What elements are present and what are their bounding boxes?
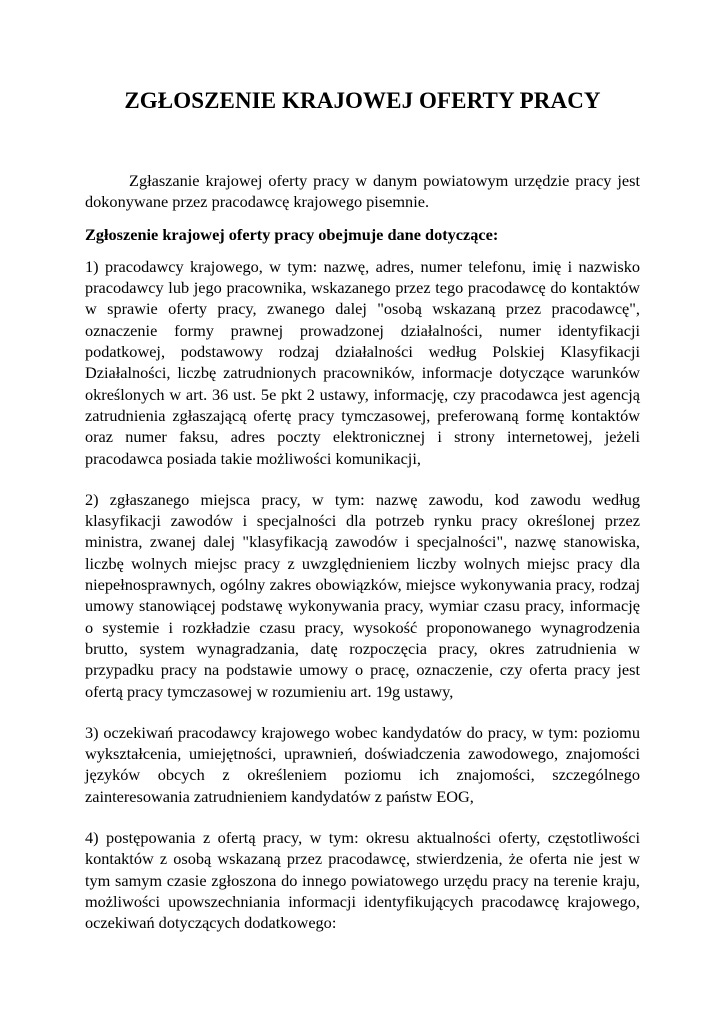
list-item-4: 4) postępowania z ofertą pracy, w tym: okresu aktualności oferty, częstotliwości kontaktów z osobą wskazaną przez pracodawcę, stwierdzenia, że oferta nie jest w tym samym czasie zgłoszona do innego powiatowego urzędu pracy na terenie kraju, możliwości upowszechniania informacji identyfikujących pracodawcę krajowego, oczekiwań dotyczących dodatkowego:: [85, 828, 640, 933]
document-body: [85, 170, 640, 934]
list-item-2: 2) zgłaszanego miejsca pracy, w tym: nazwę zawodu, kod zawodu według klasyfikacji zawodów i specjalności dla potrzeb rynku pracy określonej przez ministra, zwanej dalej "klasyfikacją zawodów i specjalności", nazwę stanowiska, liczbę wolnych miejsc pracy z uwzględnieniem liczby wolnych miejsc pracy dla niepełnosprawnych, ogólny zakres obowiązków, miejsce wykonywania pracy, rodzaj umowy stanowiącej podstawę wykonywania pracy, wymiar czasu pracy, informację o systemie i rozkładzie czasu pracy, wysokość proponowanego wynagrodzenia brutto, system wynagradzania, datę rozpoczęcia pracy, okres zatrudnienia w przypadku pracy na podstawie umowy o pracę, oznaczenie, czy oferta pracy jest ofertą pracy tymczasowej w rozumieniu art. 19g ustawy,: [85, 489, 640, 701]
list-item-1: 1) pracodawcy krajowego, w tym: nazwę, adres, numer telefonu, imię i nazwisko pracodawcy lub jego pracownika, wskazanego przez tego pracodawcę do kontaktów w sprawie oferty pracy, zwanego dalej "osobą wskazaną przez pracodawcę", oznaczenie formy prawnej prowadzonej działalności, numer identyfikacji podatkowej, podstawowy rodzaj działalności według Polskiej Klasyfikacji Działalności, liczbę zatrudnionych pracowników, informacje dotyczące warunków określonych w art. 36 ust. 5e pkt 2 ustawy, informację, czy pracodawca jest agencją zatrudnienia zgłaszającą ofertę pracy tymczasowej, preferowaną formę kontaktów oraz numer faksu, adres poczty elektronicznej i strony internetowej, jeżeli pracodawca posiada takie możliwości komunikacji,: [85, 256, 640, 468]
list-item-3: 3) oczekiwań pracodawcy krajowego wobec kandydatów do pracy, w tym: poziomu wykształcenia, umiejętności, uprawnień, doświadczenia zawodowego, znajomości języków obcych z określeniem poziomu ich znajomości, szczególnego zainteresowania zatrudnieniem kandydatów z państw EOG,: [85, 722, 640, 806]
document-title: ZGŁOSZENIE KRAJOWEJ OFERTY PRACY: [124, 88, 601, 113]
intro-paragraph: Zgłaszanie krajowej oferty pracy w danym powiatowym urzędzie pracy jest dokonywane przez pracodawcę krajowego pisemnie.: [85, 171, 640, 212]
section-heading: Zgłoszenie krajowej oferty pracy obejmuje dane dotyczące:: [85, 224, 499, 244]
